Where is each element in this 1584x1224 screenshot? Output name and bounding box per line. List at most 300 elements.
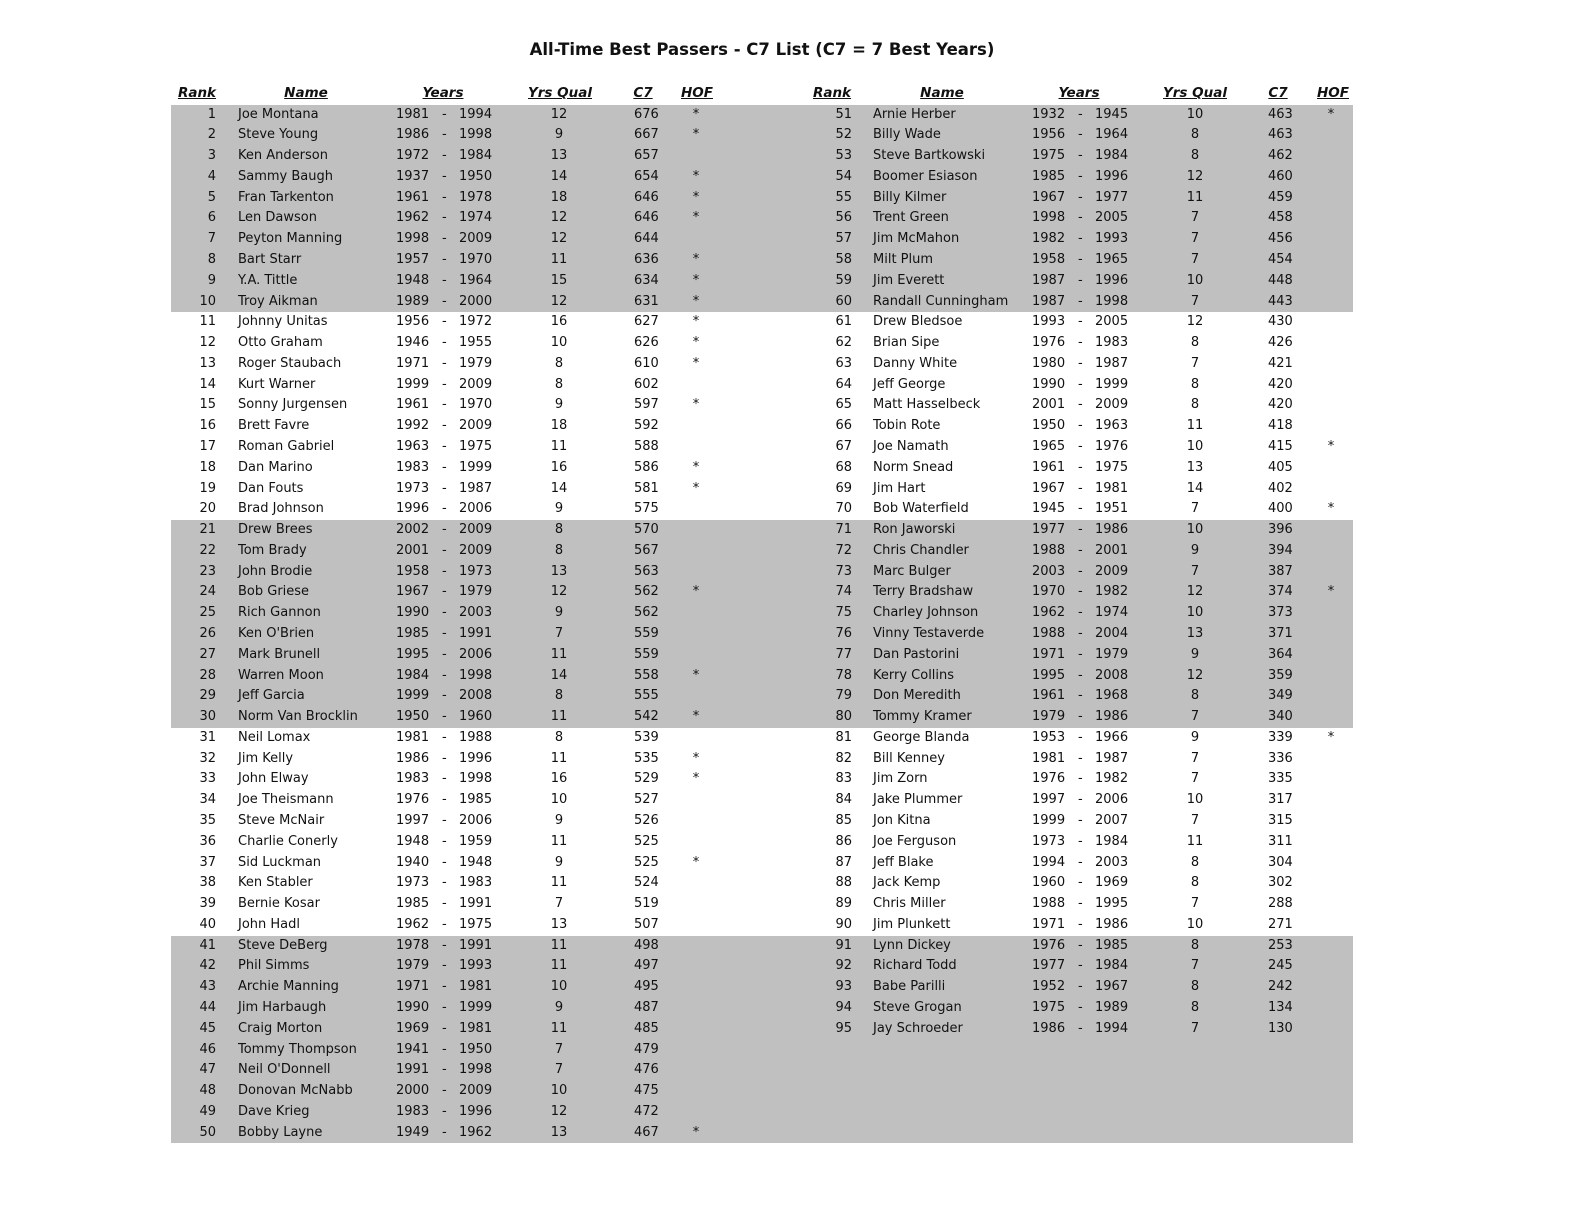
yrs-qual-cell: 12 xyxy=(550,210,568,226)
yrs-qual-cell: 7 xyxy=(1190,355,1200,371)
end-year-cell: 1970 xyxy=(459,251,493,267)
c7-cell: 644 xyxy=(634,231,659,247)
name-cell: Matt Hasselbeck xyxy=(873,397,981,413)
rank-cell: 19 xyxy=(199,480,216,496)
rank-cell: 41 xyxy=(199,937,216,953)
c7-cell: 586 xyxy=(634,459,659,475)
end-year-cell: 2009 xyxy=(459,1083,493,1099)
yrs-qual-cell: 10 xyxy=(550,792,568,808)
start-year-cell: 1981 xyxy=(1032,750,1066,766)
start-year-cell: 1990 xyxy=(1032,376,1066,392)
end-year-cell: 1999 xyxy=(459,1000,493,1016)
c7-cell: 340 xyxy=(1268,709,1293,725)
years-separator: - xyxy=(1078,231,1083,247)
years-separator: - xyxy=(442,148,447,164)
yrs-qual-cell: 7 xyxy=(554,896,564,912)
c7-cell: 458 xyxy=(1268,210,1293,226)
c7-cell: 581 xyxy=(634,480,659,496)
yrs-qual-cell: 12 xyxy=(1186,584,1204,600)
column-header-years: Years xyxy=(422,85,464,101)
years-separator: - xyxy=(442,272,447,288)
name-cell: Jim McMahon xyxy=(873,231,960,247)
rank-cell: 20 xyxy=(199,501,216,517)
end-year-cell: 2007 xyxy=(1095,813,1129,829)
years-separator: - xyxy=(442,106,447,122)
name-cell: Steve Grogan xyxy=(873,1000,962,1016)
yrs-qual-cell: 7 xyxy=(1190,813,1200,829)
start-year-cell: 1961 xyxy=(1032,459,1066,475)
years-separator: - xyxy=(1078,854,1083,870)
hof-marker: * xyxy=(692,750,700,766)
name-cell: Ken Stabler xyxy=(238,875,313,891)
c7-cell: 602 xyxy=(634,376,659,392)
name-cell: Steve DeBerg xyxy=(238,937,328,953)
end-year-cell: 1993 xyxy=(459,958,493,974)
rank-cell: 25 xyxy=(199,605,216,621)
c7-cell: 315 xyxy=(1268,813,1293,829)
hof-marker: * xyxy=(1327,438,1335,454)
start-year-cell: 1993 xyxy=(1032,314,1066,330)
end-year-cell: 1975 xyxy=(459,916,493,932)
yrs-qual-cell: 12 xyxy=(550,293,568,309)
start-year-cell: 1971 xyxy=(396,355,430,371)
start-year-cell: 1965 xyxy=(1032,438,1066,454)
start-year-cell: 1963 xyxy=(396,438,430,454)
name-cell: Archie Manning xyxy=(238,979,339,995)
c7-cell: 467 xyxy=(634,1124,659,1140)
name-cell: Norm Snead xyxy=(873,459,954,475)
rank-cell: 34 xyxy=(199,792,216,808)
end-year-cell: 1998 xyxy=(459,1062,493,1078)
years-separator: - xyxy=(1078,314,1083,330)
end-year-cell: 2006 xyxy=(459,646,493,662)
name-cell: Donovan McNabb xyxy=(238,1083,353,1099)
end-year-cell: 1999 xyxy=(459,459,493,475)
c7-cell: 311 xyxy=(1268,833,1293,849)
years-separator: - xyxy=(442,251,447,267)
c7-cell: 134 xyxy=(1268,1000,1293,1016)
c7-cell: 475 xyxy=(634,1083,659,1099)
rank-cell: 62 xyxy=(835,335,852,351)
name-cell: Neil Lomax xyxy=(238,729,311,745)
hof-marker: * xyxy=(692,667,700,683)
name-cell: Randall Cunningham xyxy=(873,293,1009,309)
end-year-cell: 1984 xyxy=(1095,958,1129,974)
column-header-yrs-qual: Yrs Qual xyxy=(1163,85,1227,101)
years-separator: - xyxy=(442,626,447,641)
start-year-cell: 2003 xyxy=(1032,563,1066,579)
rank-cell: 27 xyxy=(199,646,216,662)
name-cell: Roman Gabriel xyxy=(238,438,335,454)
column-header-name: Name xyxy=(284,85,328,101)
years-separator: - xyxy=(1078,937,1083,953)
end-year-cell: 1982 xyxy=(1095,771,1129,787)
row-shading-band xyxy=(171,105,1353,313)
name-cell: Babe Parilli xyxy=(873,979,946,995)
years-separator: - xyxy=(442,563,447,579)
start-year-cell: 1962 xyxy=(396,916,430,932)
yrs-qual-cell: 8 xyxy=(554,688,564,704)
yrs-qual-cell: 10 xyxy=(1186,106,1204,122)
start-year-cell: 1983 xyxy=(396,459,430,475)
years-separator: - xyxy=(442,335,447,351)
hof-marker: * xyxy=(692,355,700,371)
name-cell: Marc Bulger xyxy=(873,563,951,579)
yrs-qual-cell: 7 xyxy=(1190,251,1200,267)
years-separator: - xyxy=(1078,272,1083,288)
end-year-cell: 1987 xyxy=(1095,355,1129,371)
name-cell: Steve Young xyxy=(238,127,319,143)
name-cell: Tommy Kramer xyxy=(873,709,972,725)
rank-cell: 80 xyxy=(835,709,852,725)
yrs-qual-cell: 10 xyxy=(1186,916,1204,932)
name-cell: Jim Everett xyxy=(873,272,945,288)
years-separator: - xyxy=(1078,1020,1083,1036)
yrs-qual-cell: 9 xyxy=(1190,646,1200,662)
end-year-cell: 2009 xyxy=(459,542,493,558)
years-separator: - xyxy=(1078,127,1083,143)
yrs-qual-cell: 7 xyxy=(1190,709,1200,725)
name-cell: Lynn Dickey xyxy=(873,937,951,953)
start-year-cell: 1956 xyxy=(1032,127,1066,143)
name-cell: Rich Gannon xyxy=(238,605,321,621)
end-year-cell: 1974 xyxy=(459,210,493,226)
column-header-name: Name xyxy=(920,85,964,101)
rank-cell: 1 xyxy=(207,106,216,122)
rank-cell: 21 xyxy=(199,522,216,538)
start-year-cell: 1986 xyxy=(396,127,430,143)
rank-cell: 81 xyxy=(835,729,852,745)
c7-cell: 349 xyxy=(1268,688,1293,704)
yrs-qual-cell: 11 xyxy=(550,438,568,454)
years-separator: - xyxy=(1078,688,1083,704)
years-separator: - xyxy=(442,1041,447,1057)
start-year-cell: 1983 xyxy=(396,771,430,787)
rank-cell: 88 xyxy=(835,875,852,891)
rank-cell: 55 xyxy=(835,189,852,205)
yrs-qual-cell: 7 xyxy=(554,1041,564,1057)
yrs-qual-cell: 7 xyxy=(1190,896,1200,912)
c7-cell: 463 xyxy=(1268,127,1293,143)
yrs-qual-cell: 11 xyxy=(550,833,568,849)
start-year-cell: 1987 xyxy=(1032,293,1066,309)
years-separator: - xyxy=(442,127,447,143)
years-separator: - xyxy=(442,584,447,600)
rank-cell: 10 xyxy=(199,293,216,309)
rank-cell: 45 xyxy=(199,1020,216,1036)
years-separator: - xyxy=(1078,771,1083,787)
c7-cell: 497 xyxy=(634,958,659,974)
years-separator: - xyxy=(442,542,447,558)
c7-cell: 575 xyxy=(634,501,659,517)
end-year-cell: 1981 xyxy=(459,979,493,995)
yrs-qual-cell: 11 xyxy=(550,750,568,766)
name-cell: Milt Plum xyxy=(873,251,934,267)
years-separator: - xyxy=(1078,875,1083,891)
rank-cell: 39 xyxy=(199,896,216,912)
years-separator: - xyxy=(442,168,447,184)
end-year-cell: 1999 xyxy=(1095,376,1129,392)
name-cell: Jim Plunkett xyxy=(873,916,951,932)
start-year-cell: 1985 xyxy=(396,626,430,641)
start-year-cell: 1986 xyxy=(1032,1020,1066,1036)
years-separator: - xyxy=(1078,459,1083,475)
column-header-rank: Rank xyxy=(812,85,852,101)
name-cell: Tommy Thompson xyxy=(238,1041,357,1057)
hof-marker: * xyxy=(1327,501,1335,517)
rank-cell: 23 xyxy=(199,563,216,579)
start-year-cell: 1973 xyxy=(1032,833,1066,849)
c7-cell: 405 xyxy=(1268,459,1293,475)
hof-marker: * xyxy=(692,251,700,267)
end-year-cell: 1984 xyxy=(1095,148,1129,164)
years-separator: - xyxy=(442,916,447,932)
start-year-cell: 1937 xyxy=(396,168,430,184)
name-cell: Craig Morton xyxy=(238,1020,323,1036)
name-cell: Dave Krieg xyxy=(238,1103,310,1119)
c7-cell: 443 xyxy=(1268,293,1293,309)
start-year-cell: 1988 xyxy=(1032,896,1066,912)
c7-cell: 288 xyxy=(1268,896,1293,912)
start-year-cell: 1961 xyxy=(1032,688,1066,704)
c7-cell: 646 xyxy=(634,210,659,226)
name-cell: Kerry Collins xyxy=(873,667,955,683)
years-separator: - xyxy=(442,1000,447,1016)
rank-cell: 2 xyxy=(207,127,216,143)
end-year-cell: 2008 xyxy=(1095,667,1129,683)
yrs-qual-cell: 8 xyxy=(1190,979,1200,995)
rank-cell: 22 xyxy=(199,542,216,558)
rank-cell: 71 xyxy=(835,522,852,538)
name-cell: Jay Schroeder xyxy=(873,1020,963,1036)
yrs-qual-cell: 16 xyxy=(550,459,568,475)
years-separator: - xyxy=(1078,605,1083,621)
start-year-cell: 1961 xyxy=(396,397,430,413)
rank-cell: 40 xyxy=(199,916,216,932)
start-year-cell: 1999 xyxy=(1032,813,1066,829)
years-separator: - xyxy=(1078,646,1083,662)
yrs-qual-cell: 8 xyxy=(554,542,564,558)
end-year-cell: 1960 xyxy=(459,709,493,725)
years-separator: - xyxy=(1078,251,1083,267)
c7-cell: 394 xyxy=(1268,542,1293,558)
name-cell: John Elway xyxy=(238,771,309,787)
yrs-qual-cell: 10 xyxy=(1186,438,1204,454)
years-separator: - xyxy=(1078,376,1083,392)
start-year-cell: 1990 xyxy=(396,605,430,621)
start-year-cell: 2001 xyxy=(1032,397,1066,413)
name-cell: Richard Todd xyxy=(873,958,957,974)
rank-cell: 6 xyxy=(207,210,216,226)
yrs-qual-cell: 8 xyxy=(1190,1000,1200,1016)
name-cell: Joe Montana xyxy=(238,106,319,122)
yrs-qual-cell: 10 xyxy=(1186,272,1204,288)
c7-cell: 421 xyxy=(1268,355,1293,371)
start-year-cell: 1976 xyxy=(1032,335,1066,351)
c7-cell: 542 xyxy=(634,709,659,725)
c7-cell: 371 xyxy=(1268,626,1293,641)
years-separator: - xyxy=(442,979,447,995)
rank-cell: 30 xyxy=(199,709,216,725)
name-cell: Bill Kenney xyxy=(873,750,945,766)
end-year-cell: 1989 xyxy=(1095,1000,1129,1016)
yrs-qual-cell: 7 xyxy=(1190,1020,1200,1036)
end-year-cell: 1996 xyxy=(459,1103,493,1119)
start-year-cell: 1969 xyxy=(396,1020,430,1036)
end-year-cell: 1975 xyxy=(459,438,493,454)
yrs-qual-cell: 18 xyxy=(550,418,568,434)
name-cell: Brett Favre xyxy=(238,418,310,434)
column-header-hof: HOF xyxy=(681,85,713,101)
c7-cell: 525 xyxy=(634,854,659,870)
name-cell: Jon Kitna xyxy=(873,813,931,829)
c7-cell: 454 xyxy=(1268,251,1293,267)
yrs-qual-cell: 8 xyxy=(1190,397,1200,413)
end-year-cell: 1996 xyxy=(1095,168,1129,184)
end-year-cell: 1994 xyxy=(1095,1020,1129,1036)
years-separator: - xyxy=(442,1083,447,1099)
end-year-cell: 1986 xyxy=(1095,709,1129,725)
rank-cell: 8 xyxy=(207,251,216,267)
end-year-cell: 1973 xyxy=(459,563,493,579)
c7-cell: 335 xyxy=(1268,771,1293,787)
start-year-cell: 1967 xyxy=(1032,480,1066,496)
years-separator: - xyxy=(442,397,447,413)
yrs-qual-cell: 11 xyxy=(1186,189,1204,205)
years-separator: - xyxy=(442,418,447,434)
years-separator: - xyxy=(1078,293,1083,309)
start-year-cell: 1998 xyxy=(1032,210,1066,226)
end-year-cell: 2006 xyxy=(1095,792,1129,808)
yrs-qual-cell: 11 xyxy=(550,1020,568,1036)
rank-cell: 43 xyxy=(199,979,216,995)
c7-cell: 667 xyxy=(634,127,659,143)
yrs-qual-cell: 12 xyxy=(550,584,568,600)
start-year-cell: 1948 xyxy=(396,272,430,288)
name-cell: Warren Moon xyxy=(238,667,324,683)
hof-marker: * xyxy=(692,106,700,122)
hof-marker: * xyxy=(692,127,700,143)
years-separator: - xyxy=(442,854,447,870)
end-year-cell: 2008 xyxy=(459,688,493,704)
hof-marker: * xyxy=(692,293,700,309)
rank-cell: 82 xyxy=(835,750,852,766)
c7-cell: 373 xyxy=(1268,605,1293,621)
name-cell: Tom Brady xyxy=(238,542,307,558)
start-year-cell: 1985 xyxy=(396,896,430,912)
yrs-qual-cell: 14 xyxy=(550,168,568,184)
start-year-cell: 1990 xyxy=(396,1000,430,1016)
c7-cell: 559 xyxy=(634,646,659,662)
years-separator: - xyxy=(442,958,447,974)
yrs-qual-cell: 8 xyxy=(554,355,564,371)
rank-cell: 3 xyxy=(207,148,216,164)
rank-cell: 84 xyxy=(835,792,852,808)
end-year-cell: 1976 xyxy=(1095,438,1129,454)
c7-cell: 610 xyxy=(634,355,659,371)
end-year-cell: 1945 xyxy=(1095,106,1129,122)
start-year-cell: 1995 xyxy=(1032,667,1066,683)
start-year-cell: 1972 xyxy=(396,148,430,164)
yrs-qual-cell: 16 xyxy=(550,771,568,787)
rank-cell: 42 xyxy=(199,958,216,974)
yrs-qual-cell: 11 xyxy=(550,646,568,662)
start-year-cell: 1971 xyxy=(396,979,430,995)
hof-marker: * xyxy=(692,1124,700,1140)
yrs-qual-cell: 9 xyxy=(554,813,564,829)
years-separator: - xyxy=(442,646,447,662)
rank-cell: 51 xyxy=(835,106,852,122)
end-year-cell: 1975 xyxy=(1095,459,1129,475)
yrs-qual-cell: 9 xyxy=(554,501,564,517)
c7-cell: 402 xyxy=(1268,480,1293,496)
hof-marker: * xyxy=(692,709,700,725)
start-year-cell: 1984 xyxy=(396,667,430,683)
c7-cell: 415 xyxy=(1268,438,1293,454)
name-cell: Peyton Manning xyxy=(238,231,343,247)
start-year-cell: 1958 xyxy=(396,563,430,579)
end-year-cell: 2009 xyxy=(459,522,493,538)
name-cell: Troy Aikman xyxy=(238,293,318,309)
name-cell: Neil O'Donnell xyxy=(238,1062,331,1078)
yrs-qual-cell: 7 xyxy=(1190,958,1200,974)
rank-cell: 5 xyxy=(207,189,216,205)
end-year-cell: 1977 xyxy=(1095,189,1129,205)
name-cell: Boomer Esiason xyxy=(873,168,978,184)
years-separator: - xyxy=(1078,750,1083,766)
name-cell: Tobin Rote xyxy=(873,418,941,434)
rank-cell: 76 xyxy=(835,626,852,641)
rank-cell: 67 xyxy=(835,438,852,454)
end-year-cell: 1988 xyxy=(459,729,493,745)
name-cell: Bob Waterfield xyxy=(873,501,969,517)
end-year-cell: 1979 xyxy=(1095,646,1129,662)
start-year-cell: 1967 xyxy=(396,584,430,600)
start-year-cell: 2002 xyxy=(396,522,430,538)
name-cell: John Brodie xyxy=(238,563,313,579)
end-year-cell: 1995 xyxy=(1095,896,1129,912)
end-year-cell: 1964 xyxy=(1095,127,1129,143)
rank-cell: 79 xyxy=(835,688,852,704)
years-separator: - xyxy=(1078,729,1083,745)
start-year-cell: 1976 xyxy=(396,792,430,808)
c7-cell: 535 xyxy=(634,750,659,766)
years-separator: - xyxy=(442,355,447,371)
end-year-cell: 1981 xyxy=(1095,480,1129,496)
end-year-cell: 1981 xyxy=(459,1020,493,1036)
rank-cell: 11 xyxy=(199,314,216,330)
start-year-cell: 1989 xyxy=(396,293,430,309)
end-year-cell: 1983 xyxy=(1095,335,1129,351)
years-separator: - xyxy=(442,833,447,849)
c7-cell: 563 xyxy=(634,563,659,579)
end-year-cell: 1970 xyxy=(459,397,493,413)
end-year-cell: 1963 xyxy=(1095,418,1129,434)
column-header-rank: Rank xyxy=(177,85,217,101)
yrs-qual-cell: 8 xyxy=(1190,148,1200,164)
c7-cell: 519 xyxy=(634,896,659,912)
end-year-cell: 1985 xyxy=(1095,937,1129,953)
c7-cell: 359 xyxy=(1268,667,1293,683)
yrs-qual-cell: 9 xyxy=(554,397,564,413)
yrs-qual-cell: 7 xyxy=(1190,771,1200,787)
c7-cell: 529 xyxy=(634,771,659,787)
end-year-cell: 2005 xyxy=(1095,210,1129,226)
end-year-cell: 1966 xyxy=(1095,729,1129,745)
name-cell: Steve McNair xyxy=(238,813,325,829)
yrs-qual-cell: 11 xyxy=(1186,833,1204,849)
c7-cell: 562 xyxy=(634,584,659,600)
